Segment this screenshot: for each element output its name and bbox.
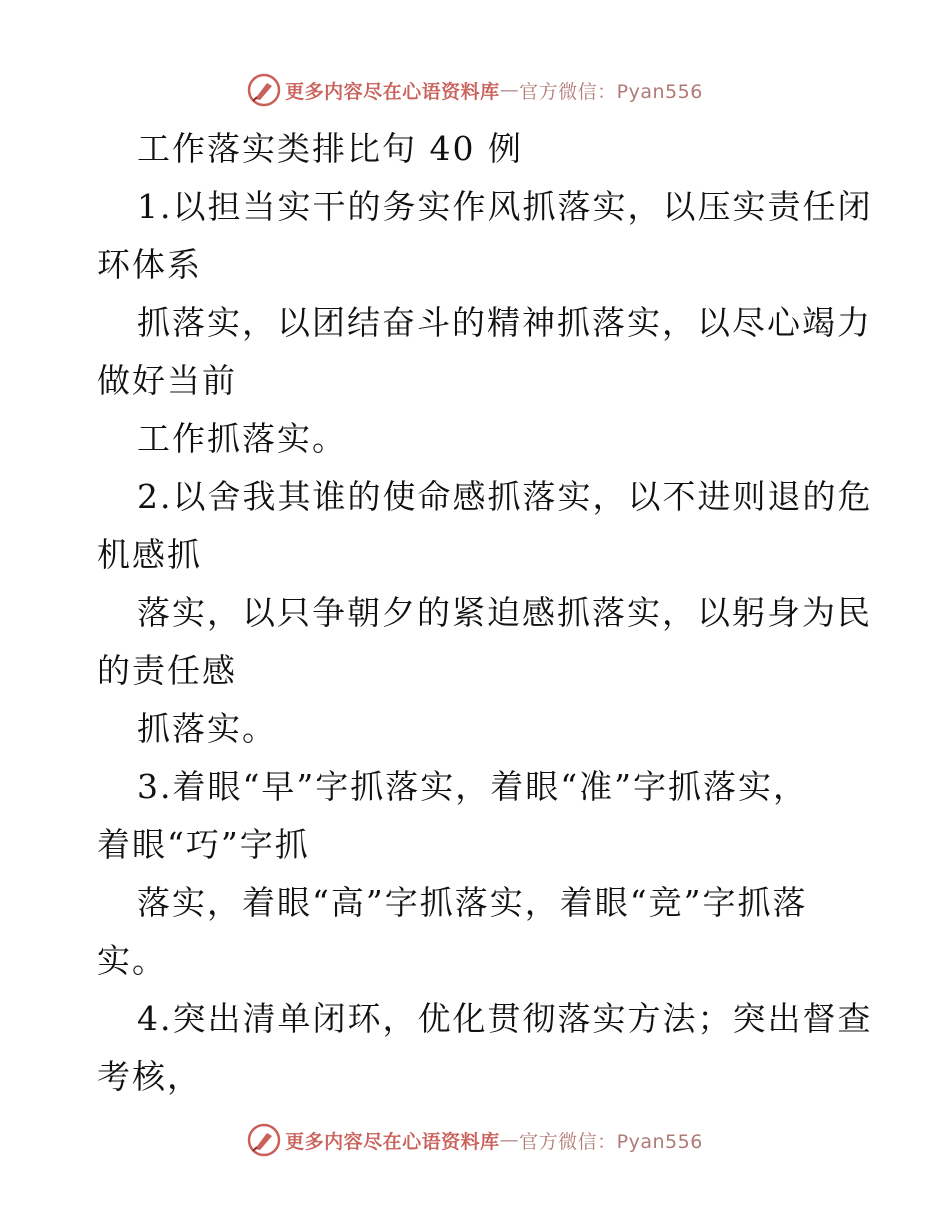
document-body xyxy=(97,120,873,1106)
footer-site-text: 更多内容尽在心语资料库 xyxy=(285,1130,500,1153)
text-line: 1.以担当实干的务实作风抓落实，以压实责任闭 xyxy=(137,187,873,226)
text-line: 做好当前 xyxy=(97,361,237,400)
text-line: 抓落实。 xyxy=(137,709,277,748)
text-line: 工作抓落实。 xyxy=(137,419,347,458)
text-line: 抓落实，以团结奋斗的精神抓落实，以尽心竭力 xyxy=(137,303,872,342)
text-line: 实。 xyxy=(97,941,167,980)
text-line: 2.以舍我其谁的使命感抓落实，以不进则退的危 xyxy=(137,477,873,516)
header-separator: — xyxy=(499,79,520,101)
text-line: 3.着眼“早”字抓落实，着眼“准”字抓落实， xyxy=(137,767,808,806)
text-line: 落实，以只争朝夕的紧迫感抓落实，以躬身为民 xyxy=(137,593,872,632)
text-line: 4.突出清单闭环，优化贯彻落实方法；突出督查 xyxy=(137,999,873,1038)
text-line: 落实，着眼“高”字抓落实，着眼“竞”字抓落 xyxy=(137,883,808,922)
document-title: 工作落实类排比句 40 例 xyxy=(137,129,523,168)
text-line: 机感抓 xyxy=(97,535,202,574)
text-line: 着眼“巧”字抓 xyxy=(97,825,310,864)
header-wechat-text: 官方微信：Pyan556 xyxy=(519,80,703,103)
quill-pen-logo-icon xyxy=(247,1123,281,1157)
footer-banner xyxy=(0,1120,950,1160)
header-banner xyxy=(0,70,950,110)
text-line: 环体系 xyxy=(97,245,202,284)
footer-separator: — xyxy=(499,1129,520,1151)
text-line: 考核， xyxy=(97,1057,202,1096)
quill-pen-logo-icon xyxy=(247,73,281,107)
text-line: 的责任感 xyxy=(97,651,237,690)
header-site-text: 更多内容尽在心语资料库 xyxy=(285,80,500,103)
footer-wechat-text: 官方微信：Pyan556 xyxy=(519,1130,703,1153)
